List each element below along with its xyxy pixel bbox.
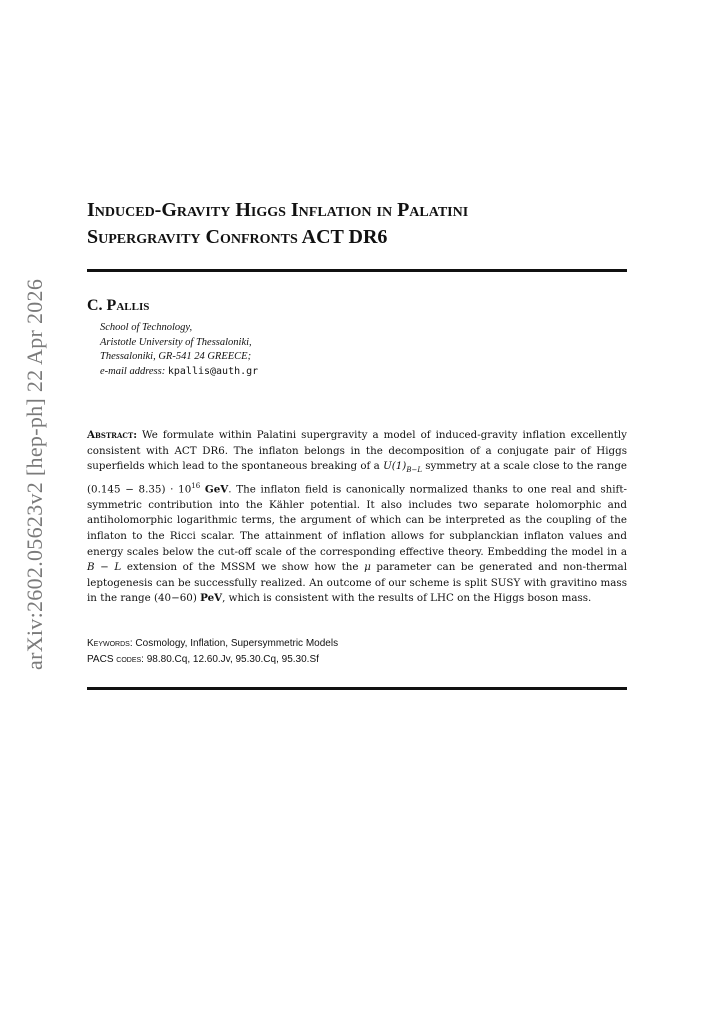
paper-title	[87, 197, 627, 251]
abstract-gev-unit: GeV	[204, 483, 229, 496]
abstract-exponent: 16	[191, 481, 201, 490]
keywords-block	[87, 636, 627, 667]
email-line	[100, 365, 258, 380]
keywords-label: Keywords:	[87, 638, 133, 649]
abstract-text-4: extension of the MSSM we show how the	[121, 561, 365, 574]
abstract-text-1: We formulate within Palatini supergravity a model of induced-gravity inflation excellently consistent with ACT DR6. The inflaton belongs in the decomposition of a conjugate pair of Higgs superfields which lead to the spontaneous breaking of a	[87, 429, 627, 473]
bottom-divider	[87, 687, 627, 690]
abstract-mu-symbol: μ	[364, 561, 371, 574]
email-label: e-mail address:	[100, 365, 166, 377]
abstract-u1-symbol: U(1)	[383, 460, 407, 473]
title-line-2: Supergravity Confronts ACT DR6	[87, 226, 388, 248]
keywords-list: Cosmology, Inflation, Supersymmetric Models	[135, 638, 339, 649]
abstract-text-2: symmetry at a scale close to the range (0.145 − 8.35) · 10	[87, 460, 627, 496]
abstract	[87, 428, 627, 607]
author-name: C. Pallis	[87, 297, 150, 314]
email-address[interactable]: kpallis@auth.gr	[167, 365, 259, 377]
pacs-line	[87, 652, 627, 668]
arxiv-identifier: arXiv:2602.05623v2 [hep-ph] 22 Apr 2026	[22, 278, 47, 670]
top-divider	[87, 269, 627, 272]
affiliation-line-1: School of Technology,	[100, 322, 193, 333]
abstract-text-5: parameter can be generated and non-thermal leptogenesis can be successfully realized. An outcome of our scheme is split SUSY with gravitino mass in the range (40−60)	[87, 561, 627, 605]
pacs-label: PACS codes:	[87, 653, 144, 665]
abstract-pev-unit: PeV	[200, 592, 223, 605]
keywords-line	[87, 636, 627, 652]
affiliation	[100, 321, 258, 379]
abstract-bl-symbol: B − L	[87, 561, 122, 574]
title-line-1: Induced-Gravity Higgs Inflation in Palatini	[87, 199, 469, 221]
affiliation-line-2: Aristotle University of Thessaloniki,	[100, 336, 252, 348]
abstract-label: Abstract:	[87, 429, 137, 441]
pacs-codes: 98.80.Cq, 12.60.Jv, 95.30.Cq, 95.30.Sf	[146, 653, 319, 665]
abstract-text-6: , which is consistent with the results of LHC on the Higgs boson mass.	[222, 592, 592, 605]
abstract-u1-subscript: B−L	[406, 466, 422, 475]
abstract-text-3: . The inflaton field is canonically normalized thanks to one real and shift-symmetric contribution into the Kähler potential. It also includes two separate holomorphic and antiholomorphic logarithmic terms, the argument of which can be interpreted as the coupling of the inflaton to the Ricci scalar. The attainment of inflation allows for subplanckian inflaton values and energy scales below the cut-off scale of the corresponding effective theory. Embedding the model in a	[87, 483, 627, 558]
affiliation-line-3: Thessaloniki, GR-541 24 GREECE;	[100, 351, 252, 362]
